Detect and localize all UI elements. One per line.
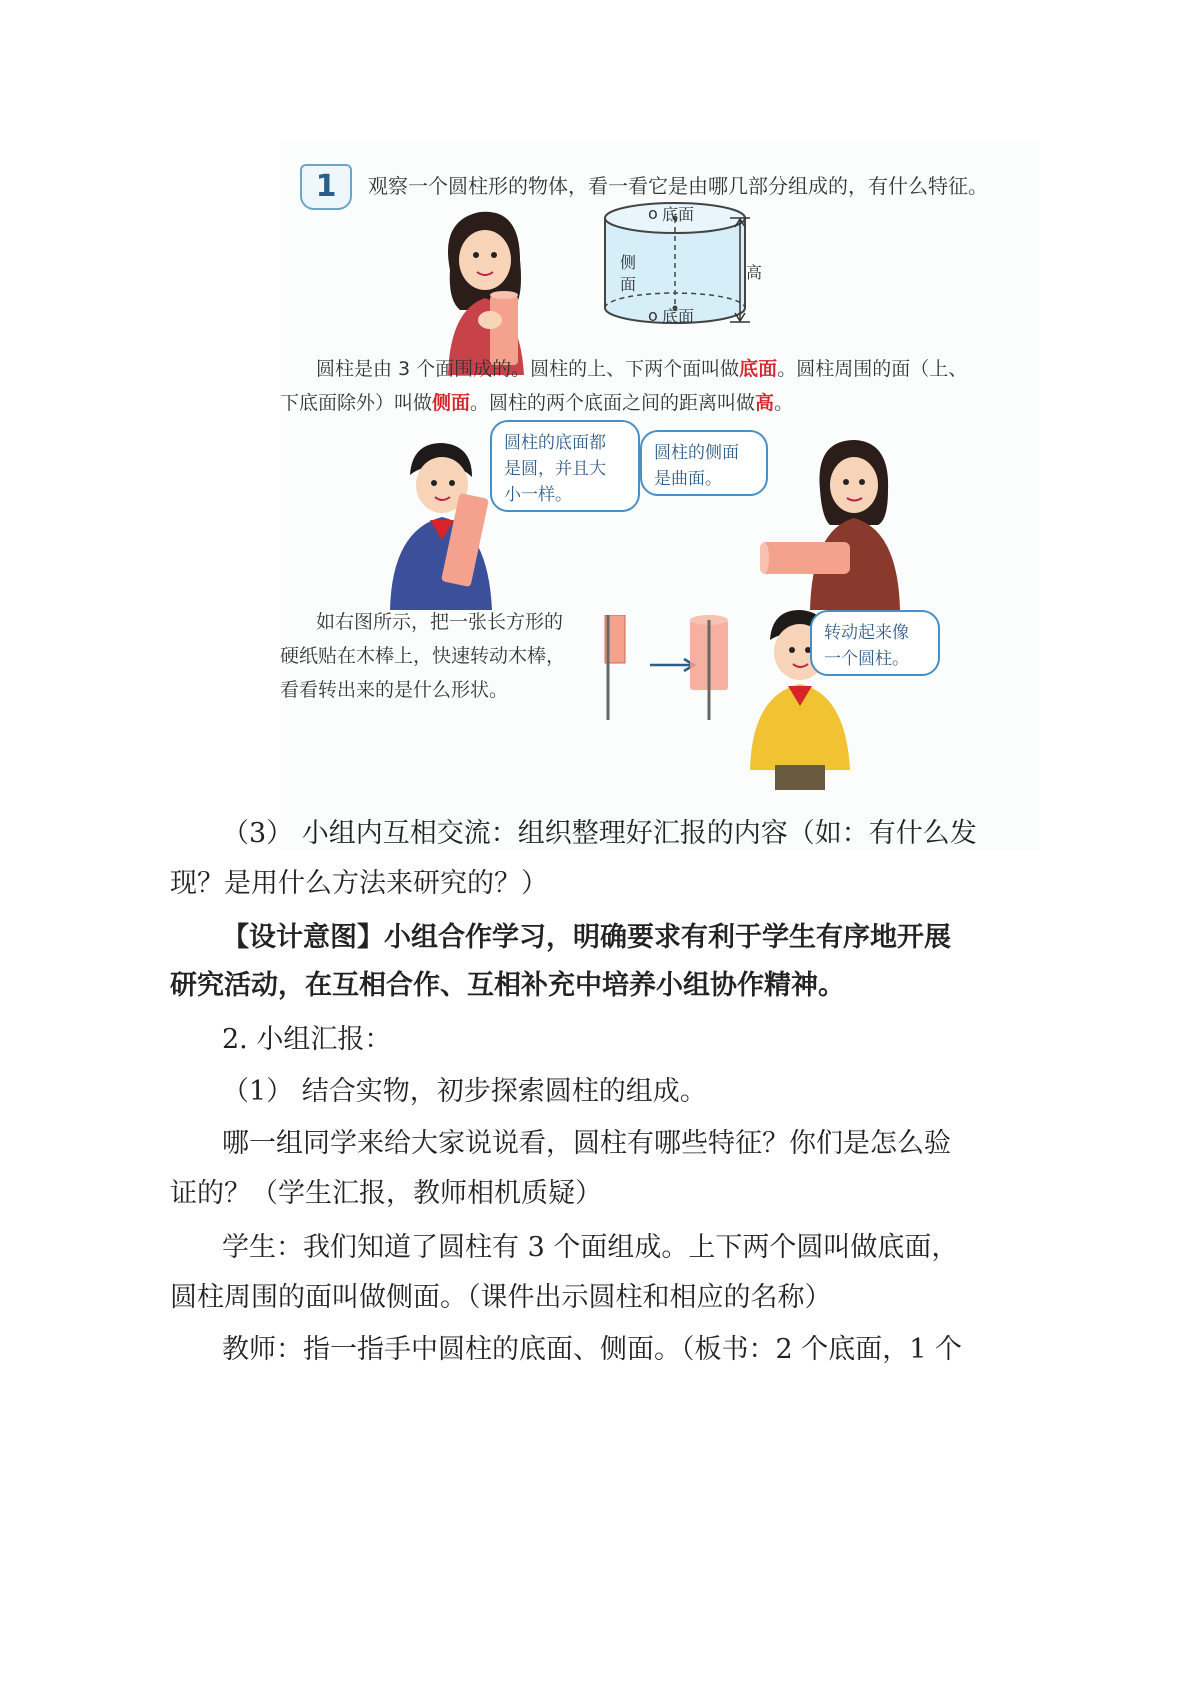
activity-line-3: 看看转出来的是什么形状。 [280, 679, 509, 701]
paragraph-3-line-2: 现？是用什么方法来研究的？） [170, 868, 548, 899]
textbook-figure [280, 140, 1040, 850]
cylinder-height-label: 高 [746, 263, 763, 282]
speech-bubble-girl: 圆柱的侧面 是曲面。 [640, 430, 768, 496]
activity-line-1: 如右图所示，把一张长方形的 [316, 611, 564, 633]
subsection-explore: （1） 结合实物，初步探索圆柱的组成。 [222, 1076, 707, 1107]
design-intent-line-2: 研究活动，在互相合作、互相补充中培养小组协作精神。 [170, 970, 845, 1001]
activity-line-2: 硬纸贴在木棒上，快速转动木棒， [280, 645, 566, 667]
student-answer-line-1: 学生：我们知道了圆柱有 3 个面组成。上下两个圆叫做底面， [222, 1232, 959, 1263]
stick-with-paper-illustration [600, 615, 700, 725]
example-number-badge [300, 164, 352, 210]
cylinder-side-label-1: 侧 [620, 253, 637, 272]
cylinder-top-point-label: o [648, 204, 658, 223]
description-line-1: 圆柱是由 3 个面围成的。圆柱的上、下两个面叫做底面。圆柱周围的面（上、 [316, 358, 968, 380]
term-side: 侧面 [432, 392, 471, 414]
cylinder-top-base-label: 底面 [662, 205, 695, 224]
paragraph-3-line-1: （3） 小组内互相交流：组织整理好汇报的内容（如：有什么发 [222, 818, 977, 849]
description-line-2: 下底面除外）叫做侧面。圆柱的两个底面之间的距离叫做高。 [280, 392, 794, 414]
girl-holding-horizontal-cylinder-illustration [760, 430, 910, 610]
speech-bubble-boy: 圆柱的底面都 是圆，并且大 小一样。 [490, 420, 640, 512]
section-group-report: 2. 小组汇报： [222, 1024, 392, 1055]
speech-bubble-spin: 转动起来像 一个圆柱。 [810, 610, 940, 676]
design-intent-line-1: 【设计意图】小组合作学习，明确要求有利于学生有序地开展 [222, 922, 951, 953]
term-base: 底面 [739, 358, 778, 380]
girl-holding-cylinder-illustration [420, 200, 560, 375]
cylinder-side-label-2: 面 [620, 275, 637, 294]
cylinder-bottom-base-label: 底面 [662, 307, 695, 326]
teacher-line-1: 教师：指一指手中圆柱的底面、侧面。（板书：2 个底面，1 个 [222, 1334, 963, 1365]
example-number: 1 [315, 169, 337, 204]
example-title: 观察一个圆柱形的物体，看一看它是由哪几部分组成的，有什么特征。 [368, 174, 988, 198]
student-answer-line-2: 圆柱周围的面叫做侧面。（课件出示圆柱和相应的名称） [170, 1282, 832, 1313]
term-height: 高 [755, 392, 775, 414]
question-line-2: 证的？（学生汇报，教师相机质疑） [170, 1178, 602, 1209]
cylinder-bottom-point-label: o [648, 306, 658, 325]
question-line-1: 哪一组同学来给大家说说看，圆柱有哪些特征？你们是怎么验 [222, 1128, 951, 1159]
